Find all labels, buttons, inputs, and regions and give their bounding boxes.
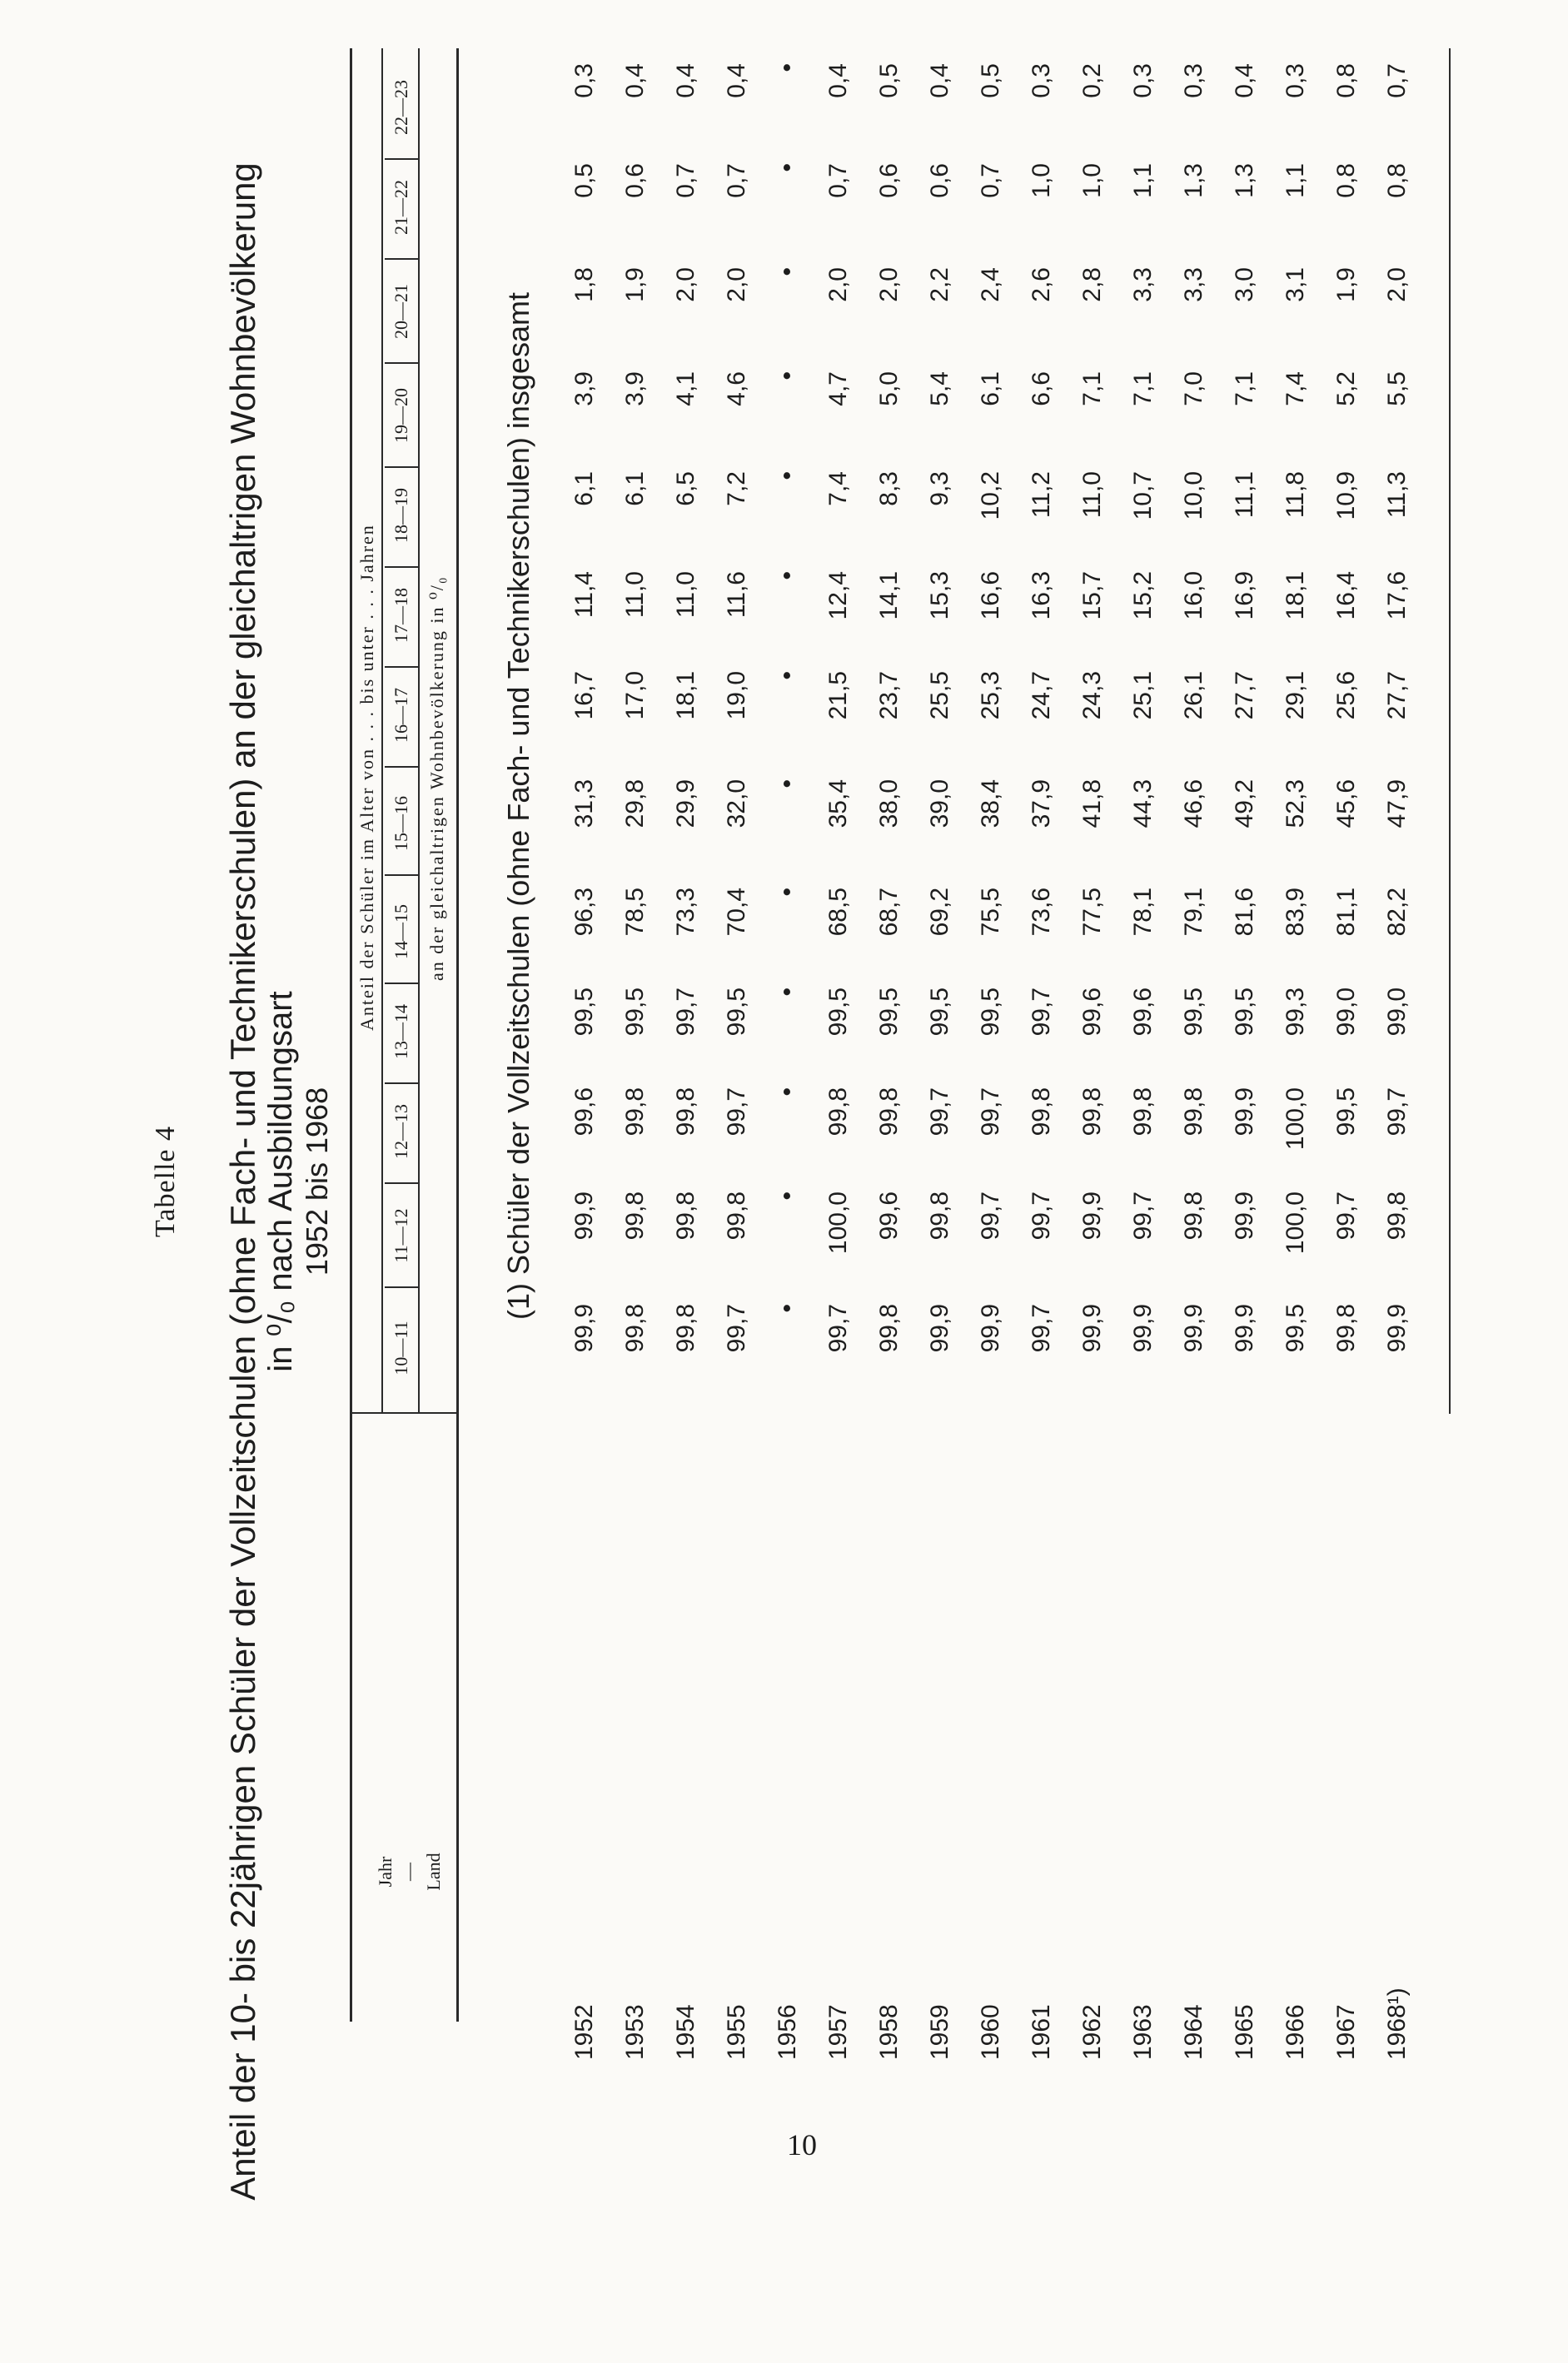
table-cell: 0,4 <box>723 63 750 98</box>
table-cell: 99,7 <box>1383 1087 1411 1137</box>
table-cell: 2,0 <box>1383 267 1411 302</box>
table-cell: 6,1 <box>977 371 1004 406</box>
table-cell: 11,0 <box>621 571 649 619</box>
table-cell: 7,1 <box>1078 371 1106 406</box>
table-cell: 99,7 <box>723 1087 750 1137</box>
table-cell: 29,1 <box>1282 671 1309 720</box>
table-period: 1952 bis 1968 <box>300 1087 334 1276</box>
table-cell: 7,2 <box>723 471 750 506</box>
table-cell: 99,9 <box>1129 1304 1157 1353</box>
table-cell: 81,6 <box>1231 888 1258 937</box>
table-cell: 12,4 <box>824 571 852 620</box>
table-cell: 16,7 <box>570 671 598 720</box>
row-year: 1963 <box>1129 2004 1157 2060</box>
table-cell: 16,0 <box>1180 571 1207 620</box>
table-cell: 11,6 <box>723 571 750 619</box>
table-cell: • <box>774 371 801 381</box>
table-cell: 99,5 <box>1231 987 1258 1037</box>
table-cell: 11,1 <box>1231 471 1258 519</box>
column-header: 11—12 <box>391 1208 411 1263</box>
table-cell: 99,9 <box>1231 1304 1258 1353</box>
table-cell: 1,8 <box>570 267 598 302</box>
table-cell: 0,5 <box>977 63 1004 98</box>
table-cell: 10,9 <box>1332 471 1360 520</box>
header-bottom-rule <box>456 48 459 2022</box>
table-cell: 0,3 <box>570 63 598 98</box>
table-cell: 99,9 <box>1078 1304 1106 1353</box>
table-cell: 25,1 <box>1129 671 1157 720</box>
table-cell: 25,5 <box>926 671 953 720</box>
table-caption: Tabelle 4 <box>150 1125 181 1238</box>
table-cell: 5,0 <box>875 371 903 406</box>
table-cell: 99,7 <box>1028 1304 1055 1353</box>
row-year: 1952 <box>570 2004 598 2060</box>
column-divider <box>385 766 418 768</box>
table-cell: • <box>774 1191 801 1201</box>
table-cell: 6,6 <box>1028 371 1055 406</box>
page-number: 10 <box>787 2128 817 2162</box>
stub-header-year: Jahr <box>375 1856 396 1888</box>
table-cell: 99,8 <box>824 1087 852 1137</box>
table-cell: 26,1 <box>1180 671 1207 720</box>
table-cell: 15,3 <box>926 571 953 620</box>
table-cell: 7,0 <box>1180 371 1207 406</box>
table-cell: 25,3 <box>977 671 1004 720</box>
table-cell: 77,5 <box>1078 888 1106 937</box>
table-cell: 82,2 <box>1383 888 1411 937</box>
table-cell: 99,7 <box>1028 1191 1055 1241</box>
table-cell: 0,4 <box>1231 63 1258 98</box>
table-cell: 100,0 <box>1282 1087 1309 1151</box>
row-year: 1961 <box>1028 2004 1055 2060</box>
table-cell: 47,9 <box>1383 779 1411 828</box>
table-cell: 17,0 <box>621 671 649 720</box>
column-header: 18—19 <box>391 488 411 543</box>
table-cell: 25,6 <box>1332 671 1360 720</box>
column-header: 10—11 <box>391 1321 411 1376</box>
table-cell: 38,4 <box>977 779 1004 828</box>
table-cell: 99,8 <box>926 1191 953 1241</box>
table-cell: 1,9 <box>1332 267 1360 302</box>
table-cell: 11,3 <box>1383 471 1411 519</box>
table-cell: 99,8 <box>875 1304 903 1353</box>
table-cell: 2,8 <box>1078 267 1106 302</box>
table-cell: 44,3 <box>1129 779 1157 828</box>
column-divider <box>385 566 418 568</box>
table-cell: 99,0 <box>1383 987 1411 1037</box>
column-divider <box>385 258 418 260</box>
table-cell: 99,5 <box>1332 1087 1360 1137</box>
row-year: 1967 <box>1332 2004 1360 2060</box>
table-cell: 46,6 <box>1180 779 1207 828</box>
table-cell: 32,0 <box>723 779 750 828</box>
table-cell: 68,5 <box>824 888 852 937</box>
table-cell: 99,0 <box>1332 987 1360 1037</box>
table-cell: 10,7 <box>1129 471 1157 520</box>
table-bottom-rule <box>1449 48 1451 1414</box>
table-cell: 0,8 <box>1383 163 1411 198</box>
table-cell: 52,3 <box>1282 779 1309 828</box>
table-cell: 0,4 <box>672 63 699 98</box>
header-columns-rule <box>418 48 420 1414</box>
table-cell: 14,1 <box>875 571 903 620</box>
table-cell: 99,7 <box>672 987 699 1037</box>
table-cell: 0,6 <box>621 163 649 198</box>
table-cell: 18,1 <box>672 671 699 720</box>
column-header: 20—21 <box>391 284 411 339</box>
table-cell: 0,4 <box>926 63 953 98</box>
table-cell: 99,6 <box>875 1191 903 1241</box>
table-cell: 99,8 <box>621 1304 649 1353</box>
table-cell: 99,6 <box>570 1087 598 1137</box>
table-cell: 39,0 <box>926 779 953 828</box>
span-header: Anteil der Schüler im Alter von . . . bis unter . . . Jahren <box>356 524 377 1031</box>
row-year: 1955 <box>723 2004 750 2060</box>
row-year: 1962 <box>1078 2004 1106 2060</box>
table-cell: 99,8 <box>875 1087 903 1137</box>
table-cell: 99,7 <box>723 1304 750 1353</box>
table-cell: 41,8 <box>1078 779 1106 828</box>
table-cell: • <box>774 267 801 276</box>
stub-header-dash: — <box>398 1863 419 1881</box>
table-cell: 3,0 <box>1231 267 1258 302</box>
table-cell: 0,5 <box>875 63 903 98</box>
table-cell: 16,6 <box>977 571 1004 620</box>
column-divider <box>385 666 418 668</box>
table-cell: 2,2 <box>926 267 953 302</box>
table-cell: 6,1 <box>621 471 649 506</box>
table-cell: 99,7 <box>824 1304 852 1353</box>
table-cell: 99,8 <box>672 1087 699 1137</box>
table-cell: 0,8 <box>1332 163 1360 198</box>
table-cell: 10,0 <box>1180 471 1207 520</box>
table-cell: 78,5 <box>621 888 649 937</box>
table-cell: 68,7 <box>875 888 903 937</box>
row-year: 1960 <box>977 2004 1004 2060</box>
table-cell: 0,7 <box>672 163 699 198</box>
table-cell: 100,0 <box>824 1191 852 1255</box>
table-cell: 99,9 <box>926 1304 953 1353</box>
table-cell: 96,3 <box>570 888 598 937</box>
table-cell: 99,5 <box>977 987 1004 1037</box>
table-cell: 3,9 <box>570 371 598 406</box>
table-cell: 69,2 <box>926 888 953 937</box>
table-cell: 29,9 <box>672 779 699 828</box>
table-cell: 0,7 <box>723 163 750 198</box>
table-cell: 78,1 <box>1129 888 1157 937</box>
table-cell: 99,8 <box>1383 1191 1411 1241</box>
table-cell: 31,3 <box>570 779 598 828</box>
table-cell: 99,7 <box>977 1191 1004 1241</box>
table-cell: 27,7 <box>1231 671 1258 720</box>
table-cell: 99,9 <box>977 1304 1004 1353</box>
table-cell: 0,7 <box>1383 63 1411 98</box>
table-cell: 75,5 <box>977 888 1004 937</box>
table-cell: 29,8 <box>621 779 649 828</box>
table-cell: 2,4 <box>977 267 1004 302</box>
table-cell: 99,5 <box>824 987 852 1037</box>
table-cell: 0,6 <box>875 163 903 198</box>
table-cell: 0,7 <box>824 163 852 198</box>
table-cell: 49,2 <box>1231 779 1258 828</box>
table-cell: • <box>774 471 801 480</box>
table-cell: 99,8 <box>621 1087 649 1137</box>
table-title: Anteil der 10- bis 22jährigen Schüler der Vollzeitschulen (ohne Fach- und Technikerschulen) an der gleichaltrigen Wohnbevölkerung <box>223 162 262 2201</box>
table-cell: • <box>774 571 801 580</box>
table-cell: 0,2 <box>1078 63 1106 98</box>
column-divider <box>385 466 418 468</box>
table-cell: 10,2 <box>977 471 1004 520</box>
table-cell: 99,5 <box>723 987 750 1037</box>
column-header: 21—22 <box>391 180 411 235</box>
column-header: 12—13 <box>391 1104 411 1159</box>
table-cell: 79,1 <box>1180 888 1207 937</box>
table-cell: 99,8 <box>1129 1087 1157 1137</box>
table-cell: 2,0 <box>672 267 699 302</box>
table-cell: 99,9 <box>1231 1087 1258 1137</box>
column-divider <box>385 874 418 876</box>
table-cell: 99,7 <box>1028 987 1055 1037</box>
table-cell: 99,5 <box>875 987 903 1037</box>
table-cell: 99,8 <box>1028 1087 1055 1137</box>
table-cell: 1,1 <box>1282 163 1309 198</box>
table-cell: 7,1 <box>1129 371 1157 406</box>
row-year: 1953 <box>621 2004 649 2060</box>
table-cell: 2,0 <box>824 267 852 302</box>
table-cell: 24,7 <box>1028 671 1055 720</box>
table-cell: 0,7 <box>977 163 1004 198</box>
row-year: 1968¹) <box>1383 1987 1411 2060</box>
table-cell: 99,9 <box>1383 1304 1411 1353</box>
header-span-rule <box>381 48 383 1414</box>
table-cell: 99,6 <box>1129 987 1157 1037</box>
column-header: 17—18 <box>391 588 411 643</box>
stub-header-land: Land <box>423 1853 444 1891</box>
column-divider <box>385 1082 418 1084</box>
row-year: 1965 <box>1231 2004 1258 2060</box>
table-cell: 3,1 <box>1282 267 1309 302</box>
row-year: 1957 <box>824 2004 852 2060</box>
table-cell: 81,1 <box>1332 888 1360 937</box>
table-cell: 1,0 <box>1078 163 1106 198</box>
table-cell: 99,5 <box>1282 1304 1309 1353</box>
column-divider <box>385 1182 418 1184</box>
table-cell: 6,5 <box>672 471 699 506</box>
column-header: 14—15 <box>391 904 411 959</box>
table-cell: 0,3 <box>1282 63 1309 98</box>
table-cell: 16,4 <box>1332 571 1360 620</box>
table-cell: 7,4 <box>824 471 852 506</box>
column-header: 22—23 <box>391 80 411 135</box>
table-cell: 7,1 <box>1231 371 1258 406</box>
table-cell: 3,9 <box>621 371 649 406</box>
table-cell: 4,7 <box>824 371 852 406</box>
table-cell: 37,9 <box>1028 779 1055 828</box>
column-divider <box>385 983 418 984</box>
table-cell: 2,0 <box>723 267 750 302</box>
table-cell: 6,1 <box>570 471 598 506</box>
table-cell: 99,8 <box>672 1191 699 1241</box>
table-cell: 0,8 <box>1332 63 1360 98</box>
table-cell: 4,1 <box>672 371 699 406</box>
table-cell: • <box>774 987 801 997</box>
table-cell: 1,1 <box>1129 163 1157 198</box>
table-cell: 99,6 <box>1078 987 1106 1037</box>
table-cell: 99,8 <box>1180 1087 1207 1137</box>
table-cell: 1,3 <box>1180 163 1207 198</box>
table-cell: 99,7 <box>1129 1191 1157 1241</box>
table-cell: 99,8 <box>1180 1191 1207 1241</box>
table-cell: 17,6 <box>1383 571 1411 620</box>
table-cell: 99,5 <box>926 987 953 1037</box>
table-cell: 0,3 <box>1129 63 1157 98</box>
section-title: (1) Schüler der Vollzeitschulen (ohne Fach- und Technikerschulen) insgesamt <box>501 292 535 1320</box>
row-year: 1958 <box>875 2004 903 2060</box>
table-cell: 11,8 <box>1282 471 1309 519</box>
table-cell: 21,5 <box>824 671 852 720</box>
table-cell: 99,8 <box>723 1191 750 1241</box>
table-cell: 99,8 <box>672 1304 699 1353</box>
table-cell: 99,9 <box>1180 1304 1207 1353</box>
table-cell: 11,4 <box>570 571 598 619</box>
table-cell: 99,9 <box>570 1191 598 1241</box>
table-cell: 99,7 <box>1332 1191 1360 1241</box>
table-cell: 0,4 <box>824 63 852 98</box>
table-cell: • <box>774 1304 801 1313</box>
table-cell: 0,6 <box>926 163 953 198</box>
table-cell: 99,5 <box>1180 987 1207 1037</box>
table-cell: 11,2 <box>1028 471 1055 519</box>
table-cell: • <box>774 671 801 680</box>
table-cell: 16,3 <box>1028 571 1055 620</box>
column-divider <box>385 362 418 364</box>
table-cell: 99,7 <box>977 1087 1004 1137</box>
row-year: 1959 <box>926 2004 953 2060</box>
table-subtitle: in ⁰/₀ nach Ausbildungsart <box>262 991 299 1372</box>
table-cell: 99,9 <box>570 1304 598 1353</box>
table-cell: 0,3 <box>1028 63 1055 98</box>
table-cell: 4,6 <box>723 371 750 406</box>
table-cell: 99,9 <box>1231 1191 1258 1241</box>
table-cell: 27,7 <box>1383 671 1411 720</box>
column-divider <box>385 1286 418 1288</box>
table-cell: 38,0 <box>875 779 903 828</box>
table-cell: 45,6 <box>1332 779 1360 828</box>
table-cell: • <box>774 888 801 897</box>
table-cell: 5,2 <box>1332 371 1360 406</box>
table-cell: 5,5 <box>1383 371 1411 406</box>
table-cell: 3,3 <box>1129 267 1157 302</box>
header-top-rule <box>350 48 352 2022</box>
table-cell: • <box>774 1087 801 1097</box>
table-cell: 99,3 <box>1282 987 1309 1037</box>
table-cell: • <box>774 163 801 172</box>
unit-header: an der gleichaltrigen Wohnbevölkerung in ⁰/₀ <box>426 575 447 981</box>
row-year: 1964 <box>1180 2004 1207 2060</box>
table-cell: 8,3 <box>875 471 903 506</box>
table-cell: 16,9 <box>1231 571 1258 620</box>
table-cell: • <box>774 779 801 788</box>
table-cell: 5,4 <box>926 371 953 406</box>
table-cell: 99,5 <box>621 987 649 1037</box>
table-cell: 24,3 <box>1078 671 1106 720</box>
table-cell: 99,8 <box>1078 1087 1106 1137</box>
table-cell: 73,6 <box>1028 888 1055 937</box>
table-cell: 83,9 <box>1282 888 1309 937</box>
table-cell: 73,3 <box>672 888 699 937</box>
column-header: 13—14 <box>391 1004 411 1059</box>
table-cell: 99,7 <box>926 1087 953 1137</box>
row-year: 1954 <box>672 2004 699 2060</box>
stub-separator <box>350 1412 458 1414</box>
table-cell: 100,0 <box>1282 1191 1309 1255</box>
table-cell: 1,0 <box>1028 163 1055 198</box>
row-year: 1966 <box>1282 2004 1309 2060</box>
table-cell: 7,4 <box>1282 371 1309 406</box>
table-cell: 15,2 <box>1129 571 1157 620</box>
column-header: 19—20 <box>391 388 411 443</box>
table-cell: 2,0 <box>875 267 903 302</box>
table-cell: 11,0 <box>672 571 699 619</box>
column-header: 15—16 <box>391 796 411 851</box>
table-cell: 19,0 <box>723 671 750 720</box>
table-cell: 99,9 <box>1078 1191 1106 1241</box>
table-cell: 23,7 <box>875 671 903 720</box>
column-header: 16—17 <box>391 688 411 743</box>
table-cell: 9,3 <box>926 471 953 506</box>
table-cell: 35,4 <box>824 779 852 828</box>
table-cell: 1,3 <box>1231 163 1258 198</box>
column-divider <box>385 158 418 160</box>
table-cell: 0,5 <box>570 163 598 198</box>
table-cell: 0,4 <box>621 63 649 98</box>
table-cell: 1,9 <box>621 267 649 302</box>
table-cell: 15,7 <box>1078 571 1106 620</box>
table-cell: • <box>774 63 801 72</box>
row-year: 1956 <box>774 2004 801 2060</box>
table-cell: 0,3 <box>1180 63 1207 98</box>
table-cell: 18,1 <box>1282 571 1309 620</box>
table-cell: 99,5 <box>570 987 598 1037</box>
table-cell: 99,8 <box>621 1191 649 1241</box>
table-cell: 3,3 <box>1180 267 1207 302</box>
table-cell: 11,0 <box>1078 471 1106 519</box>
table-cell: 70,4 <box>723 888 750 937</box>
table-cell: 99,8 <box>1332 1304 1360 1353</box>
table-cell: 2,6 <box>1028 267 1055 302</box>
